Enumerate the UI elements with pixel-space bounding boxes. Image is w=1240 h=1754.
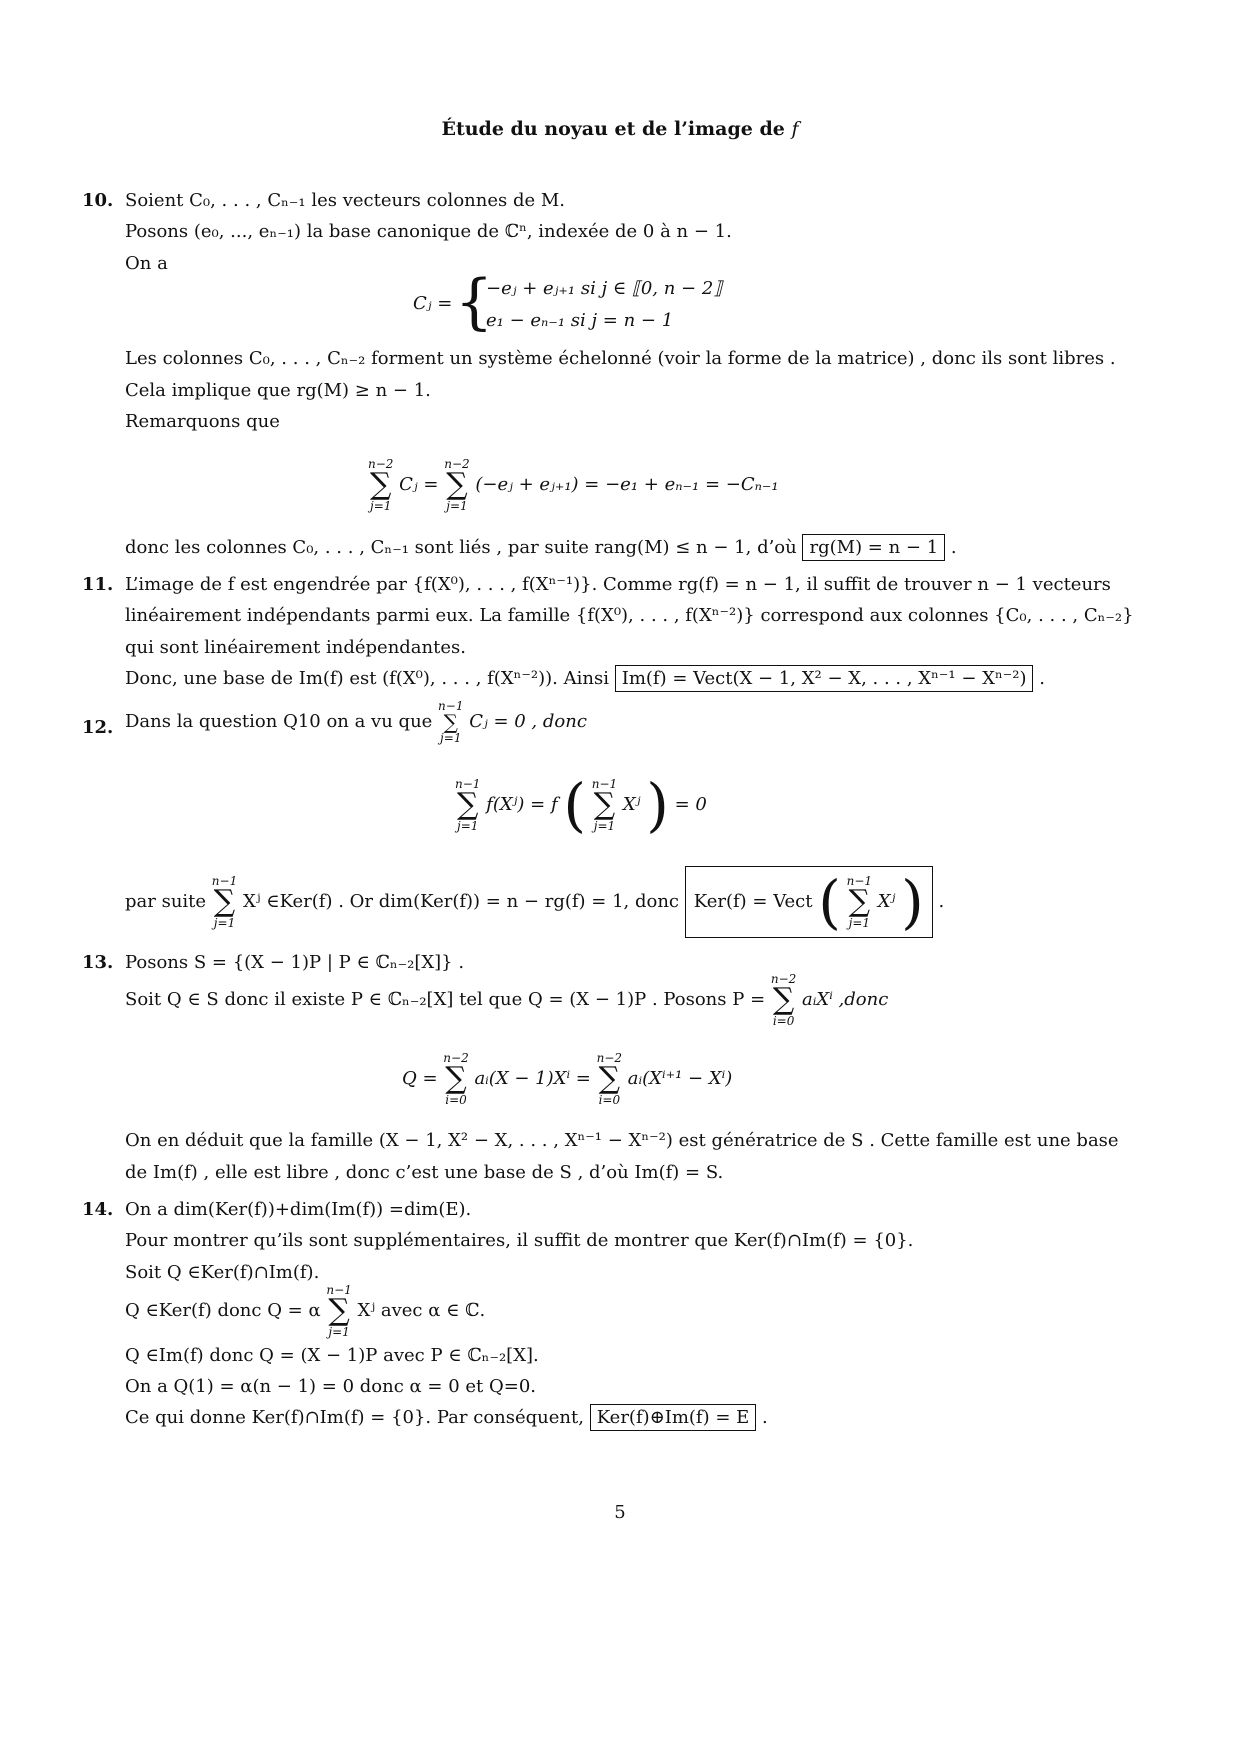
sum-lower: i=0: [598, 1093, 621, 1107]
sum-lower: j=1: [440, 731, 462, 745]
eq-part-b: Xʲ: [622, 794, 641, 815]
sum-symbol-icon: n−1 ∑ j=1: [438, 699, 464, 745]
q12-line1-text-b: Cⱼ = 0 , donc: [469, 711, 587, 732]
sum-upper: n−1: [455, 777, 481, 791]
q14-line2: Pour montrer qu’ils sont supplémentaires, il suffit de montrer que Ker(f)∩Im(f) = {0}.: [125, 1230, 914, 1251]
sum-symbol-icon: n−2 ∑ i=0: [770, 972, 797, 1028]
q14-end: .: [762, 1407, 768, 1428]
q12-boxed-text-a: Ker(f) = Vect: [693, 891, 813, 912]
sum-lower: j=1: [328, 1325, 350, 1339]
q12-line2-text-b: Xʲ ∈Ker(f) . Or dim(Ker(f)) = n − rg(f) = 1, donc: [242, 891, 679, 912]
q13-line1: Posons S = {(X − 1)P | P ∈ ℂₙ₋₂[X]} .: [125, 952, 465, 973]
q10-equation: [368, 458, 779, 512]
q10-line2: Posons (e₀, ..., eₙ₋₁) la base canonique de ℂⁿ, indexée de 0 à n − 1.: [125, 221, 732, 242]
sum-lower: i=0: [445, 1093, 467, 1107]
sum-symbol-icon: n−1 ∑ j=1: [455, 777, 481, 833]
sum-symbol-icon: n−2 ∑ j=1: [368, 457, 394, 513]
q10-case2: e₁ − eₙ₋₁ si j = n − 1: [486, 310, 674, 331]
q13-equation: [402, 1052, 732, 1106]
sum-symbol-icon: n−1 ∑ j=1: [211, 874, 238, 930]
q12-boxed-text-b: Xʲ: [877, 891, 896, 912]
sum-upper: n−1: [438, 699, 464, 713]
eq-part-a: f(Xʲ) = f: [486, 794, 558, 815]
q14-line4-text-b: Xʲ avec α ∈ ℂ.: [357, 1300, 486, 1321]
q11-line3: qui sont linéairement indépendantes.: [125, 637, 466, 658]
q10-line1: Soient C₀, . . . , Cₙ₋₁ les vecteurs colonnes de M.: [125, 190, 565, 211]
eq-part-a: Cⱼ =: [399, 474, 439, 495]
q13-line2: [125, 973, 888, 1027]
left-brace-icon: {: [455, 267, 494, 337]
q13-line4: de Im(f) , elle est libre , donc c’est une base de S , d’où Im(f) = S.: [125, 1162, 724, 1183]
section-title: [0, 118, 1240, 140]
sum-lower: i=0: [772, 1014, 795, 1028]
eq-part-c: aᵢ(Xⁱ⁺¹ − Xⁱ): [627, 1068, 733, 1089]
q11-end: .: [1039, 668, 1045, 689]
q10-line7-text: donc les colonnes C₀, . . . , Cₙ₋₁ sont liés , par suite rang(M) ≤ n − 1, d’où: [125, 537, 797, 558]
q12-boxed-result: [685, 866, 933, 938]
sum-upper: n−1: [846, 874, 873, 888]
q11-line2: linéairement indépendants parmi eux. La famille {f(X⁰), . . . , f(Xⁿ⁻²)} correspond aux colonnes {C₀, . . . , Cₙ₋₂}: [125, 605, 1134, 626]
q10-line4: Les colonnes C₀, . . . , Cₙ₋₂ forment un système échelonné (voir la forme de la matrice) , donc ils sont libres .: [125, 348, 1116, 369]
right-paren-icon: ): [901, 868, 924, 936]
q12-end: .: [938, 891, 945, 912]
q10-line6: Remarquons que: [125, 411, 280, 432]
q10-cases-lhs: Cⱼ =: [413, 293, 453, 314]
q14-line4-text-a: Q ∈Ker(f) donc Q = α: [125, 1300, 321, 1321]
q10-end: .: [950, 537, 957, 558]
q14-line1: On a dim(Ker(f))+dim(Im(f)) =dim(E).: [125, 1199, 472, 1220]
q14-line4: [125, 1284, 485, 1338]
left-paren-icon: (: [818, 868, 841, 936]
q14-line7-text: Ce qui donne Ker(f)∩Im(f) = {0}. Par conséquent,: [125, 1407, 584, 1428]
q10-line7: [125, 536, 957, 560]
left-paren-icon: (: [563, 771, 586, 839]
sum-symbol-icon: n−1 ∑ j=1: [846, 874, 873, 930]
title-variable: f: [791, 118, 799, 140]
question-number-12: 12.: [82, 717, 114, 738]
sum-upper: n−2: [368, 457, 394, 471]
q10-case1: −eⱼ + eⱼ₊₁ si j ∈ ⟦0, n − 2⟧: [486, 278, 723, 299]
sum-upper: n−2: [443, 1051, 469, 1065]
question-number-13: 13.: [82, 952, 114, 973]
q11-line1: L’image de f est engendrée par {f(X⁰), . . . , f(Xⁿ⁻¹)}. Comme rg(f) = n − 1, il suffit de trouver n − 1 vecteurs: [125, 574, 1111, 595]
question-number-10: 10.: [82, 190, 114, 211]
eq-part-c: = 0: [674, 794, 707, 815]
sum-lower: j=1: [457, 819, 479, 833]
sum-upper: n−1: [211, 874, 238, 888]
q14-line6: On a Q(1) = α(n − 1) = 0 donc α = 0 et Q=0.: [125, 1376, 537, 1397]
q12-line1: [125, 700, 587, 744]
sum-symbol-icon: n−1 ∑ j=1: [591, 777, 618, 833]
sum-lower: j=1: [213, 916, 236, 930]
page-number: 5: [614, 1502, 626, 1523]
sum-lower: j=1: [446, 499, 468, 513]
q13-line2-text-b: aᵢXⁱ ,donc: [802, 989, 889, 1010]
q14-line5: Q ∈Im(f) donc Q = (X − 1)P avec P ∈ ℂₙ₋₂[X].: [125, 1345, 539, 1366]
q12-line2: [125, 866, 944, 938]
sum-symbol-icon: n−2 ∑ j=1: [444, 457, 470, 513]
title-text: Étude du noyau et de l’image de: [441, 118, 785, 140]
question-number-14: 14.: [82, 1199, 114, 1220]
eq-part-b: (−eⱼ + eⱼ₊₁) = −e₁ + eₙ₋₁ = −Cₙ₋₁: [475, 474, 779, 495]
q11-line4-text: Donc, une base de Im(f) est (f(X⁰), . . . , f(Xⁿ⁻²)). Ainsi: [125, 668, 609, 689]
sum-upper: n−1: [326, 1283, 352, 1297]
sum-upper: n−2: [596, 1051, 623, 1065]
eq-part-b: aᵢ(X − 1)Xⁱ =: [474, 1068, 591, 1089]
q12-line1-text-a: Dans la question Q10 on a vu que: [125, 711, 433, 732]
sum-lower: j=1: [593, 819, 616, 833]
q12-line2-text-a: par suite: [125, 891, 207, 912]
q10-boxed-result: rg(M) = n − 1: [802, 534, 945, 561]
sum-lower: j=1: [848, 916, 871, 930]
q13-line3: On en déduit que la famille (X − 1, X² − X, . . . , Xⁿ⁻¹ − Xⁿ⁻²) est génératrice de S . Cette famille est une base: [125, 1130, 1119, 1151]
question-number-11: 11.: [82, 574, 114, 595]
q14-line3: Soit Q ∈Ker(f)∩Im(f).: [125, 1262, 320, 1283]
sum-symbol-icon: n−2 ∑ i=0: [443, 1051, 469, 1107]
q13-line2-text-a: Soit Q ∈ S donc il existe P ∈ ℂₙ₋₂[X] tel que Q = (X − 1)P . Posons P =: [125, 989, 766, 1010]
sum-upper: n−1: [591, 777, 618, 791]
right-paren-icon: ): [646, 771, 669, 839]
sum-symbol-icon: n−2 ∑ i=0: [596, 1051, 623, 1107]
q10-line5: Cela implique que rg(M) ≥ n − 1.: [125, 380, 431, 401]
sum-upper: n−2: [770, 972, 797, 986]
eq-part-a: Q =: [402, 1068, 438, 1089]
sum-symbol-icon: n−1 ∑ j=1: [326, 1283, 352, 1339]
sum-upper: n−2: [444, 457, 470, 471]
q11-line4: [125, 667, 1045, 691]
q12-equation: [455, 771, 707, 839]
q14-line7: [125, 1406, 768, 1430]
q11-boxed-result: Im(f) = Vect(X − 1, X² − X, . . . , Xⁿ⁻¹ − Xⁿ⁻²): [615, 665, 1034, 692]
sum-lower: j=1: [370, 499, 392, 513]
q14-boxed-result: Ker(f)⊕Im(f) = E: [590, 1404, 757, 1431]
q10-line3: On a: [125, 253, 168, 274]
